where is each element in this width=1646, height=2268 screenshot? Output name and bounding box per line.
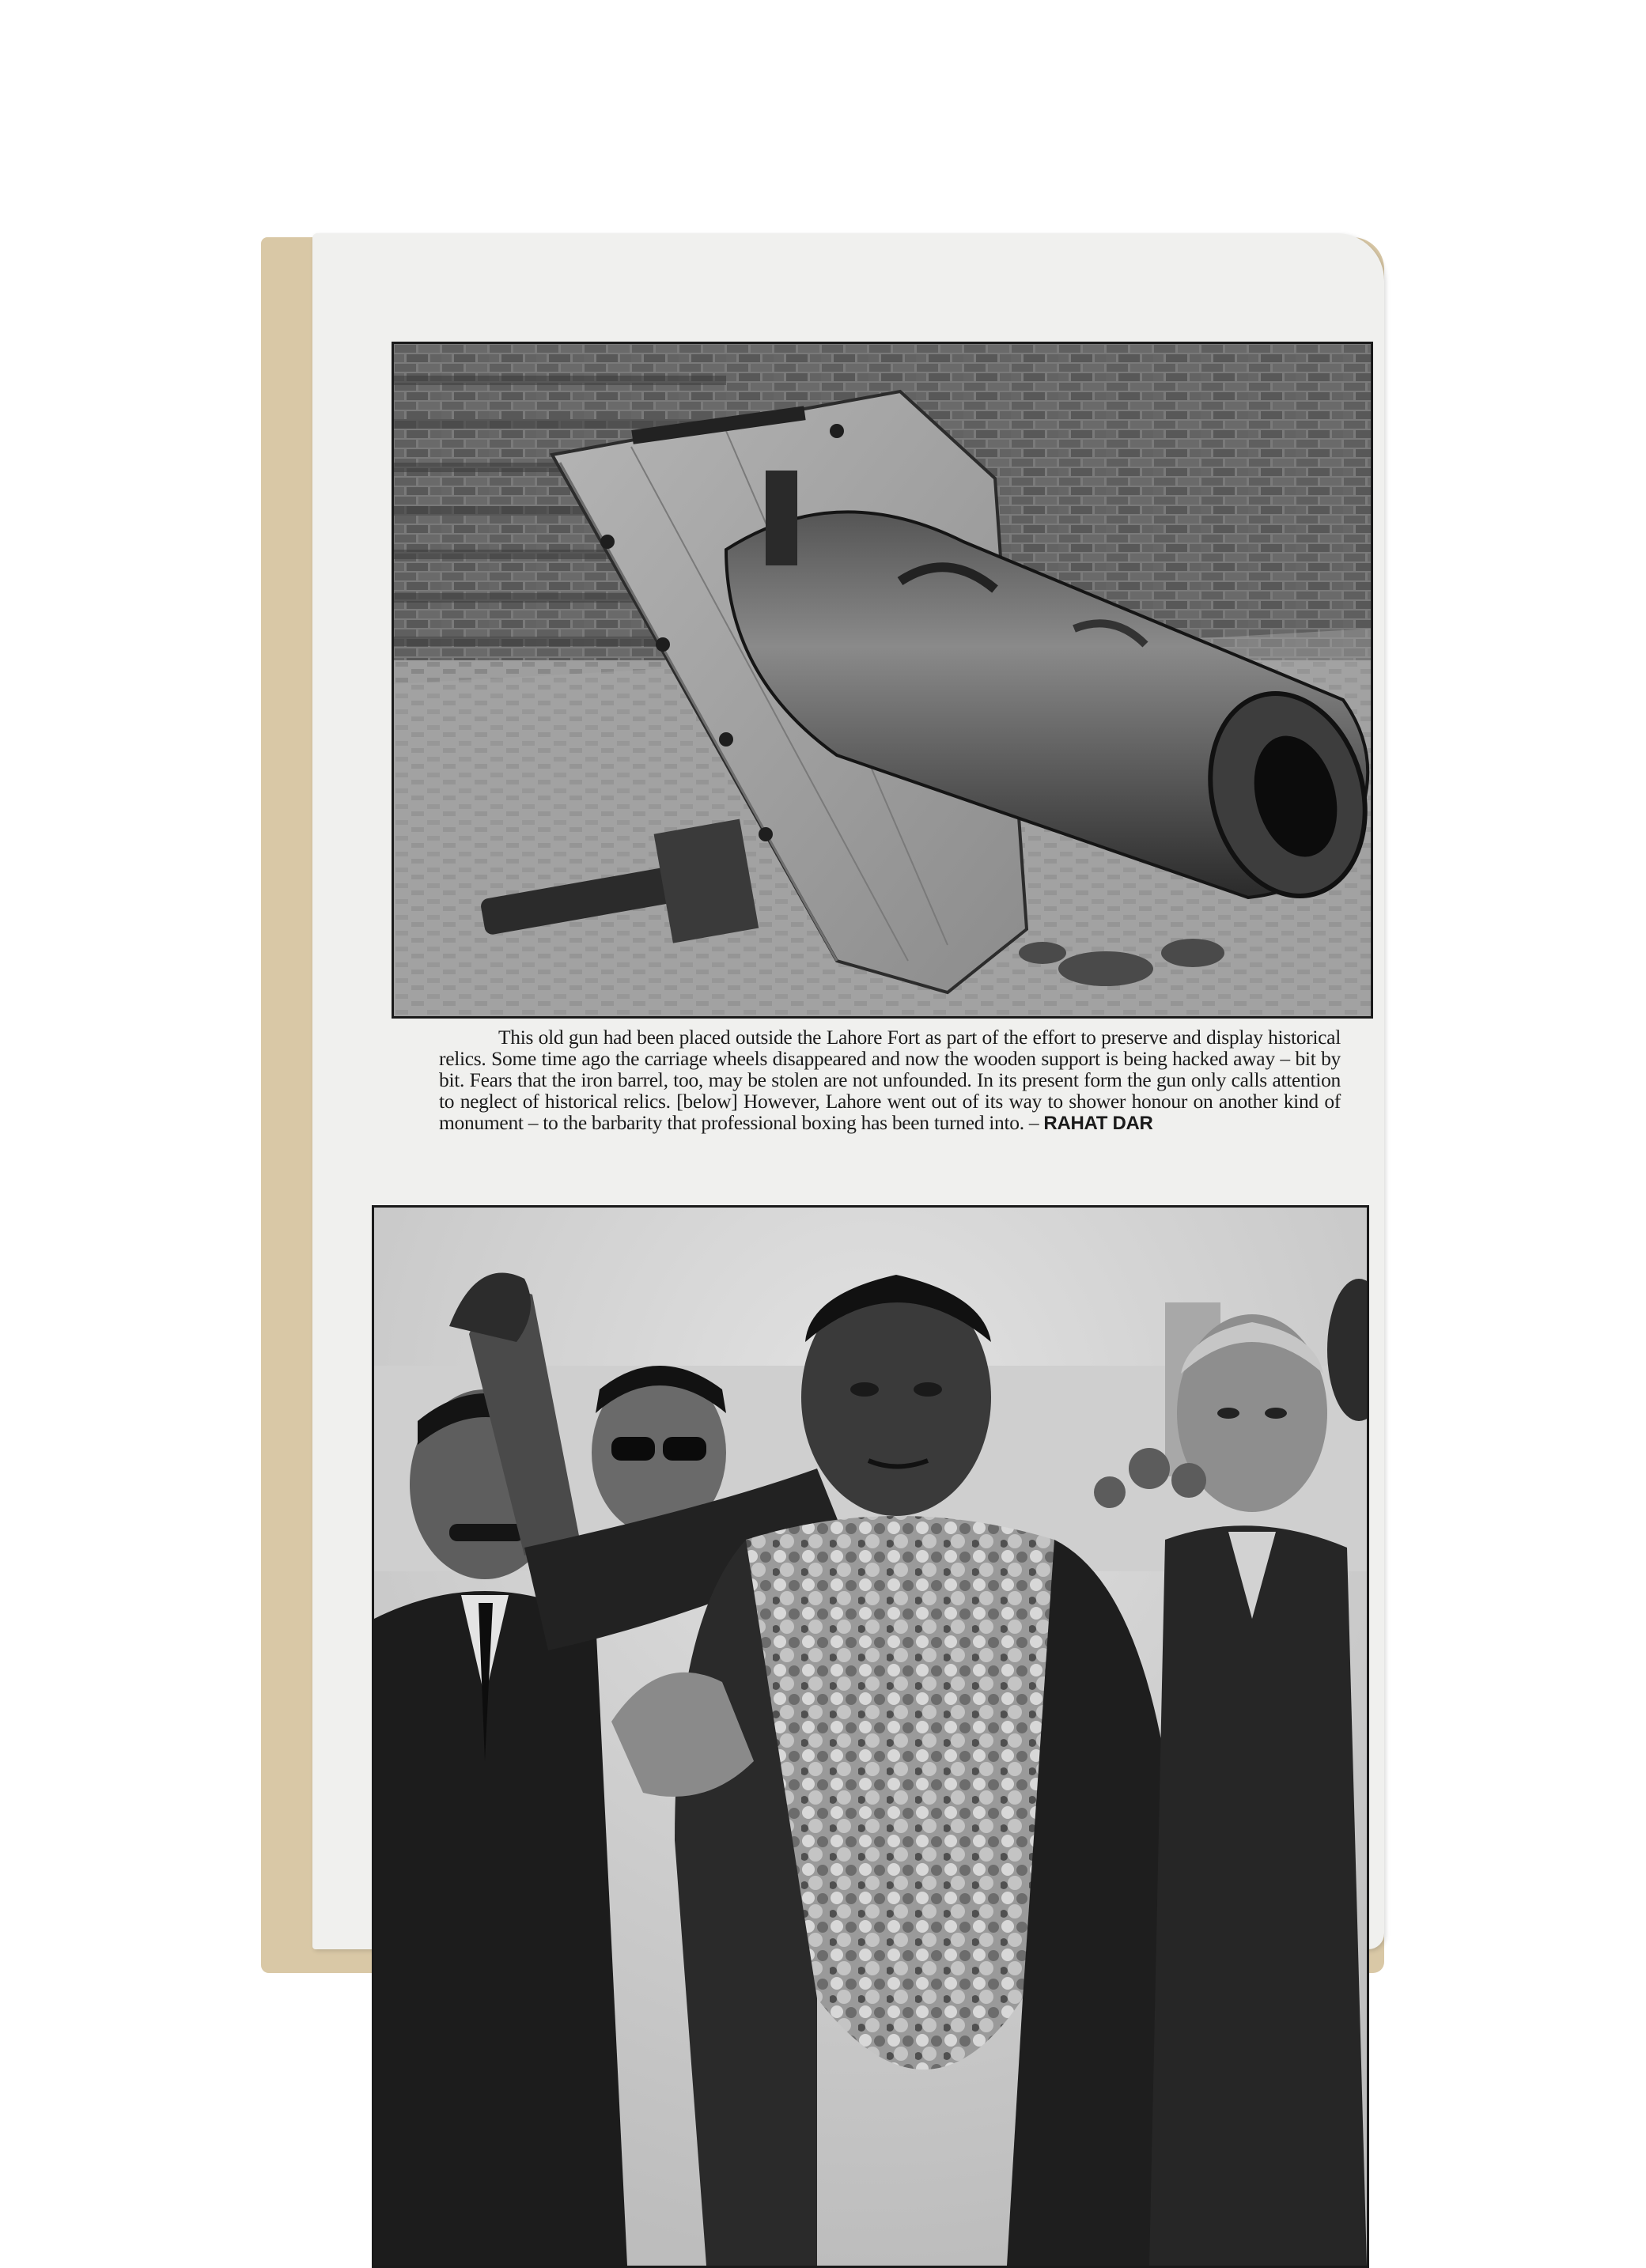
crowd-photo <box>372 1205 1369 2268</box>
cannon-photo <box>392 342 1373 1019</box>
caption-text: This old gun had been placed outside the Lahore Fort as part of the effort to preserve and display historical relics. Some time ago the carriage wheels disappeared and now the wooden support is being hacked away – bit by bit. Fears that the iron barrel, too, may be stolen are not unfounded. In its present form the gun only calls attention to neglect of historical relics. [below] However, Lahore went out of its way to shower honour on another kind of monument – to the barbarity that professional boxing has been turned into. – <box>439 1026 1341 1134</box>
photo-credit: RAHAT DAR <box>1043 1113 1153 1134</box>
photo-caption <box>439 1026 1341 1134</box>
